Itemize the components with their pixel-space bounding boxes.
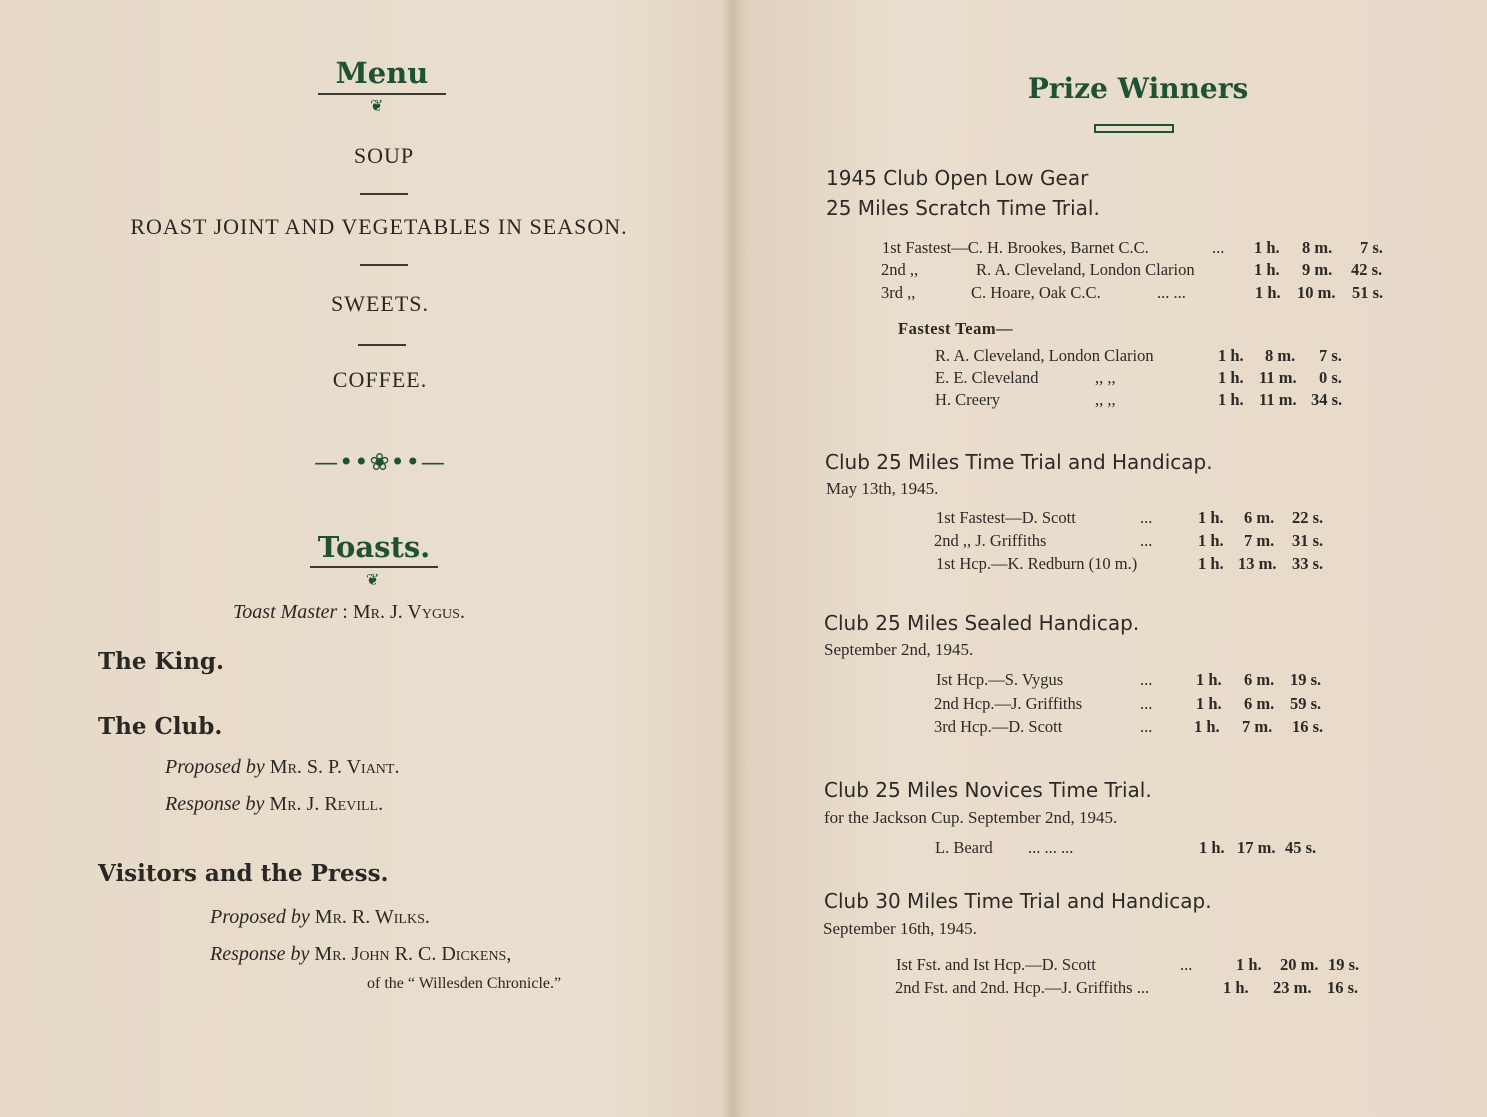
- menu-divider: [360, 193, 408, 195]
- result-row: 3rd ,, C. Hoare, Oak C.C. ... ... 1 h. 10 m. 51 s.: [881, 283, 1384, 302]
- section-date: May 13th, 1945.: [826, 479, 939, 498]
- club-proposed-name: Mr. S. P. Viant.: [269, 756, 400, 778]
- flower-ornament-icon: —••❀••—: [314, 448, 446, 476]
- visitors-response-label: Response by: [210, 943, 310, 965]
- left-page: [0, 0, 728, 1117]
- club-response-name: Mr. J. Revill.: [269, 793, 384, 815]
- result-row: 2nd ,, J. Griffiths ... 1 h. 7 m. 31 s.: [934, 531, 1324, 550]
- team-row: R. A. Cleveland, London Clarion 1 h. 8 m. 7 s.: [935, 346, 1342, 365]
- visitors-response-name: Mr. John R. C. Dickens,: [314, 943, 512, 965]
- result-row: L. Beard ... ... ... 1 h. 17 m. 45 s.: [935, 838, 1317, 857]
- title-ornament-bar: [1094, 124, 1174, 133]
- section-subheading: 25 Miles Scratch Time Trial.: [826, 196, 1100, 220]
- result-row: 1st Fastest—C. H. Brookes, Barnet C.C. ... 1 h. 8 m. 7 s.: [882, 238, 1383, 257]
- toast-the-club: The Club.: [98, 713, 223, 740]
- prize-winners-title: Prize Winners: [1027, 72, 1249, 105]
- section-heading: Club 25 Miles Time Trial and Handicap.: [825, 450, 1213, 474]
- toast-master-label: Toast Master: [233, 601, 338, 623]
- menu-title-underline: [318, 93, 446, 95]
- club-proposed-line: [165, 756, 399, 779]
- club-response-line: [165, 793, 383, 816]
- menu-divider: [360, 264, 408, 266]
- result-row: 1st Fastest—D. Scott ... 1 h. 6 m. 22 s.: [936, 508, 1324, 527]
- result-row: Ist Hcp.—S. Vygus ... 1 h. 6 m. 19 s.: [936, 670, 1322, 689]
- result-row: 3rd Hcp.—D. Scott ... 1 h. 7 m. 16 s.: [934, 717, 1324, 736]
- toast-master-line: [233, 601, 465, 624]
- toast-master-name: : Mr. J. Vygus.: [342, 601, 465, 623]
- leaf-ornament-icon: ❦: [366, 570, 380, 589]
- visitors-proposed-label: Proposed by: [210, 906, 310, 928]
- section-date: September 2nd, 1945.: [824, 640, 974, 659]
- menu-item-soup: SOUP: [353, 143, 415, 168]
- team-row: H. Creery ,, ,, 1 h. 11 m. 34 s.: [935, 390, 1343, 409]
- toasts-title: Toasts.: [317, 530, 431, 564]
- toast-the-king: The King.: [98, 648, 225, 675]
- fastest-team-label: Fastest Team—: [898, 319, 1014, 338]
- toasts-title-underline: [310, 566, 438, 568]
- section-date: for the Jackson Cup. September 2nd, 1945.: [824, 808, 1118, 827]
- club-response-label: Response by: [165, 793, 265, 815]
- result-row: 1st Hcp.—K. Redburn (10 m.) 1 h. 13 m. 33 s.: [936, 554, 1324, 573]
- leaf-ornament-icon: ❦: [370, 96, 384, 115]
- team-row: E. E. Cleveland ,, ,, 1 h. 11 m. 0 s.: [935, 368, 1342, 387]
- right-page: [738, 0, 1487, 1117]
- section-heading: Club 30 Miles Time Trial and Handicap.: [824, 889, 1212, 913]
- visitors-response-line: [210, 943, 511, 966]
- visitors-proposed-line: [210, 906, 430, 929]
- menu-title: Menu: [335, 56, 429, 90]
- result-row: 2nd ,, R. A. Cleveland, London Clarion 1 h. 9 m. 42 s.: [881, 260, 1383, 279]
- section-heading: Club 25 Miles Sealed Handicap.: [824, 611, 1140, 635]
- section-heading: 1945 Club Open Low Gear: [826, 166, 1089, 190]
- menu-item-sweets: SWEETS.: [330, 291, 430, 316]
- result-row: 2nd Fst. and 2nd. Hcp.—J. Griffiths ... 1 h. 23 m. 16 s.: [895, 978, 1359, 997]
- result-row: 2nd Hcp.—J. Griffiths ... 1 h. 6 m. 59 s.: [934, 694, 1322, 713]
- visitors-proposed-name: Mr. R. Wilks.: [314, 906, 430, 928]
- club-proposed-label: Proposed by: [165, 756, 265, 778]
- section-heading: Club 25 Miles Novices Time Trial.: [824, 778, 1152, 802]
- toast-visitors-press: Visitors and the Press.: [98, 860, 389, 887]
- result-row: Ist Fst. and Ist Hcp.—D. Scott ... 1 h. 20 m. 19 s.: [896, 955, 1360, 974]
- section-date: September 16th, 1945.: [823, 919, 977, 938]
- menu-item-coffee: COFFEE.: [332, 367, 428, 392]
- menu-divider: [358, 344, 406, 346]
- visitors-response-note: of the “ Willesden Chronicle.”: [367, 975, 562, 992]
- menu-item-roast: ROAST JOINT AND VEGETABLES IN SEASON.: [130, 214, 628, 239]
